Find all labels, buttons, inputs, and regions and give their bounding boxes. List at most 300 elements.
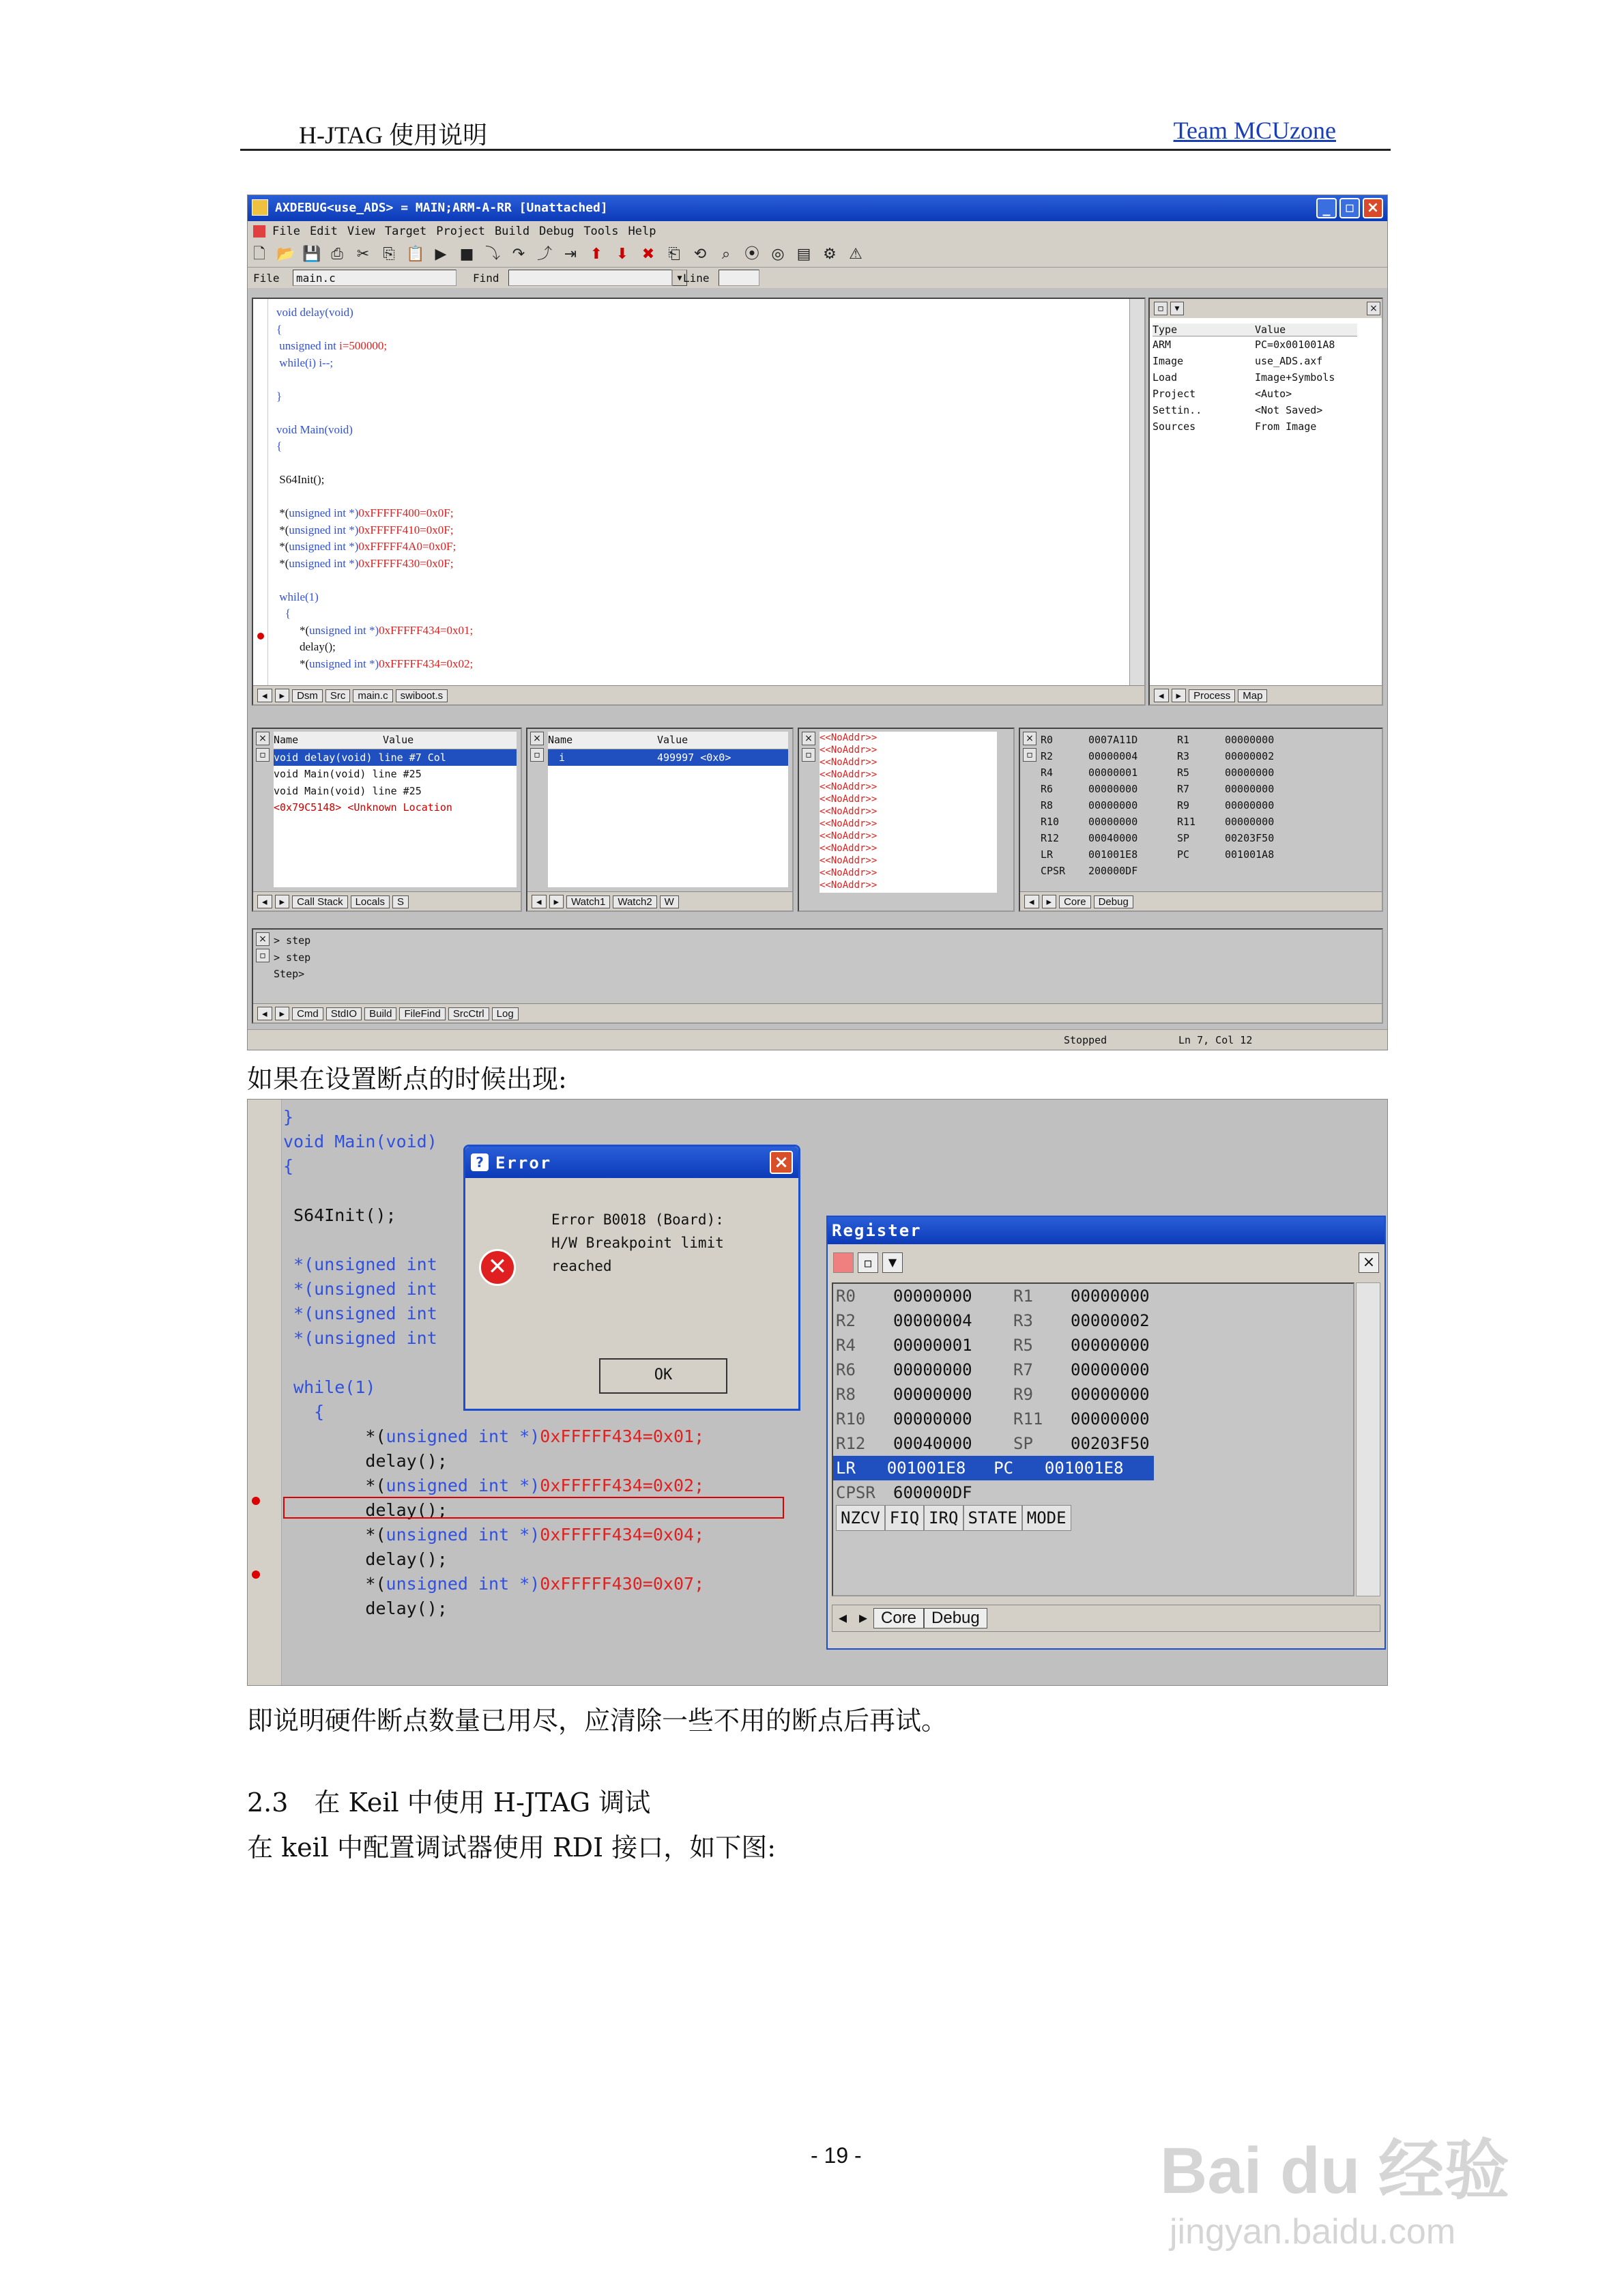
section-heading: 2.3 在 Keil 中使用 H-JTAG 调试 [247,1788,651,1818]
code-line: while(1) [283,1377,376,1397]
code-line: void Main(void) [283,1132,437,1151]
open-icon[interactable]: 📂 [276,246,295,263]
save-icon[interactable]: 💾 [302,246,321,263]
command-tabs [253,1003,1382,1022]
close-icon[interactable]: × [530,732,544,745]
status-state: Stopped [1064,1034,1107,1046]
close-icon[interactable]: × [1359,1252,1379,1273]
register-name: R3 [1177,750,1190,762]
register-name: CPSR [1041,865,1066,877]
register-row [1041,797,1361,814]
tab-watch1[interactable]: Watch1 [566,895,610,908]
register-row [833,1407,1353,1431]
tab-map[interactable]: Map [1238,689,1267,702]
register-list [1041,732,1361,887]
tree-type: ARM [1152,339,1172,351]
help-icon: ? [471,1153,489,1171]
tab-dsm[interactable]: Dsm [292,689,323,702]
register-value: 00000000 [1225,766,1275,779]
menu-item-tools[interactable]: Tools [583,225,619,238]
breakpoint-marker [257,633,264,640]
baidu-watermark [1160,2068,1542,2273]
register-name: SP [1177,832,1190,844]
tab-srcctrl[interactable]: SrcCtrl [448,1007,489,1020]
tree-type: Image [1152,355,1184,367]
caption-explanation: 即说明硬件断点数量已用尽，应清除一些不用的断点后再试。 [247,1706,948,1736]
tree-row[interactable] [1152,369,1357,386]
warning-icon[interactable]: ⚠ [849,246,862,263]
code-line: S64Init(); [276,473,325,486]
register-value: 00000000 [1088,799,1138,812]
new-file-icon[interactable]: 🗋 [253,246,265,263]
register-name: R12 [1041,832,1060,844]
register-name: R2 [1041,750,1054,762]
error-message-line: reached [551,1258,612,1274]
tab-core[interactable]: Core [1059,895,1091,908]
tab-src[interactable]: Src [325,689,351,702]
call-stack-row[interactable]: void Main(void) line #25 [274,784,422,797]
dialog-title: Error [495,1153,552,1173]
menu-item-project[interactable]: Project [436,225,485,238]
tree-row[interactable] [1152,402,1357,418]
close-icon[interactable]: × [1367,302,1380,315]
memory-row: <<NoAddr>> [820,867,878,878]
watch-panel [526,728,794,912]
float-icon[interactable]: ▫ [256,748,270,762]
code-line [276,455,473,472]
hex-value: 0xFFFFF434=0x01; [379,623,474,637]
code-line [276,489,473,506]
register-value: 200000DF [1088,865,1138,877]
flags-row [833,1505,1353,1531]
scroll-right-icon[interactable]: ▸ [275,1007,290,1020]
memory-row: <<NoAddr>> [820,843,878,854]
memory-row: <<NoAddr>> [820,732,878,743]
memory-icon[interactable]: ▤ [796,246,811,263]
delete-breakpoint-icon[interactable]: ✖ [641,246,655,263]
error-icon: ✕ [479,1249,516,1286]
menu-item-file[interactable]: File [272,225,300,238]
register-name: R11 [1177,816,1196,828]
target-tree [1152,324,1357,435]
line-label: Line [683,272,710,285]
float-icon[interactable]: ▫ [256,949,270,962]
chevron-down-icon[interactable]: ▼ [672,270,687,286]
keyword: unsigned int *) [289,523,359,536]
code-line: while(i) i--; [276,356,334,369]
code-line: { [283,1402,325,1422]
close-icon[interactable]: × [256,932,270,946]
tree-value: PC=0x001001A8 [1255,339,1335,351]
register-value [1225,863,1314,879]
register-name [1013,1480,1071,1505]
register-list [832,1282,1354,1596]
register-row [833,1358,1353,1382]
code-line: void Main(void) [276,422,353,436]
register-name: R9 [1013,1385,1033,1404]
find-field[interactable] [508,270,672,286]
register-value: 00000000 [1071,1360,1150,1379]
close-icon[interactable]: × [802,732,815,745]
register-value: 00000001 [1088,766,1138,779]
close-icon[interactable]: × [256,732,270,745]
toolbar [248,242,1388,268]
register-name: LR [836,1459,856,1478]
register-title: Register [832,1221,922,1240]
tree-row[interactable] [1152,418,1357,435]
panel-toolbar [1150,299,1383,318]
register-name: R0 [1041,734,1054,746]
keyword: unsigned int *) [289,556,359,570]
keyword: unsigned int *) [309,623,379,637]
code-line: { [283,1156,294,1176]
maximize-icon[interactable]: ▫ [1339,198,1360,218]
hex-value: 0xFFFFF410=0x0F; [358,523,454,536]
register-tabs [832,1605,1380,1632]
tree-type: Load [1152,371,1178,384]
keyword: unsigned int *) [289,506,359,519]
tab-swiboot-s[interactable]: swiboot.s [396,689,448,702]
menu-item-help[interactable]: Help [628,225,656,238]
header-rule [240,149,1391,151]
register-value: 00203F50 [1071,1434,1150,1453]
register-value: 00000002 [1225,750,1275,762]
pin-icon[interactable] [833,1252,854,1273]
menu-bar [248,221,1388,242]
code-line: *(unsigned int *)0xFFFFF434=0x01; [283,1426,705,1446]
run-to-cursor-icon[interactable]: ⇥ [564,246,577,263]
code-line: *(unsigned int [283,1254,437,1274]
register-value: 00000000 [1088,783,1138,795]
register-row [833,1284,1353,1308]
tab-filefind[interactable]: FileFind [399,1007,445,1020]
chevron-down-icon[interactable]: ▼ [882,1252,903,1273]
breakpoint-gutter[interactable] [253,299,268,685]
header-title: H-JTAG 使用说明 [299,121,488,149]
float-icon[interactable]: ▫ [802,748,815,762]
register-row [1041,830,1361,846]
keyword: unsigned int *) [386,1426,540,1446]
watch-row[interactable] [548,749,788,766]
step-out-icon[interactable]: ⤴ [536,246,552,263]
flag-label: STATE [963,1505,1022,1531]
memory-panel [798,728,1015,912]
up-arrow-icon[interactable]: ⬆ [590,246,603,263]
tab-main-c[interactable]: main.c [353,689,392,702]
register-name: R11 [1013,1409,1043,1429]
watch-icon[interactable]: ◎ [771,246,785,263]
register-row [833,1333,1353,1358]
menu-item-view[interactable]: View [347,225,375,238]
float-icon[interactable]: ▫ [858,1252,878,1273]
scroll-right-icon[interactable]: ▸ [549,895,564,908]
code-line: } [276,389,282,403]
register-name: R0 [836,1287,856,1306]
find-label: Find [473,272,499,285]
memory-row: <<NoAddr>> [820,855,878,866]
code-line: *(unsigned int *)0xFFFFF434=0x02; [276,657,474,670]
register-name: R3 [1013,1311,1033,1330]
line-field[interactable] [719,270,759,286]
code-line: *(unsigned int [283,1279,437,1299]
register-name: R4 [836,1336,856,1355]
tab-log[interactable]: Log [492,1007,519,1020]
settings-icon[interactable]: ⚙ [823,246,837,263]
code-line: delay(); [283,1598,448,1618]
stop-icon[interactable]: ■ [459,246,474,263]
register-value: 00000000 [893,1360,972,1379]
register-row [1041,781,1361,797]
hex-value: 0xFFFFF430=0x07; [540,1574,705,1594]
memory-row: <<NoAddr>> [820,769,878,780]
step-in-icon[interactable]: ⤵ [484,246,500,263]
code-line [276,405,473,422]
tree-row[interactable] [1152,353,1357,369]
code-line [276,572,473,589]
register-value: 00000000 [893,1409,972,1429]
tab-process[interactable]: Process [1189,689,1235,702]
register-name: R10 [836,1409,866,1429]
watch-list [548,732,788,887]
tab-call-stack[interactable]: Call Stack [292,895,348,908]
code-line: *(unsigned int *)0xFFFFF434=0x02; [283,1476,705,1495]
code-line: { [276,322,282,336]
tab-core[interactable]: Core [873,1608,924,1628]
breakpoint-icon[interactable]: ⦿ [744,246,759,263]
cut-icon[interactable]: ✂ [356,246,370,263]
register-name: R9 [1177,799,1190,812]
close-icon[interactable]: × [1363,198,1383,218]
tab-debug[interactable]: Debug [924,1608,987,1628]
tab-w[interactable]: W [660,895,679,908]
tab-stdio[interactable]: StdIO [326,1007,362,1020]
register-value: 00000000 [893,1385,972,1404]
tree-row[interactable] [1152,336,1357,353]
scroll-left-icon[interactable]: ◂ [1154,689,1169,702]
memory-row: <<NoAddr>> [820,831,878,842]
register-name: R1 [1177,734,1190,746]
register-value: 00000000 [1071,1336,1150,1355]
register-value: 00000001 [893,1336,972,1355]
register-name: R8 [1041,799,1054,812]
chevron-down-icon[interactable]: ▾ [1170,302,1184,315]
register-name: R7 [1013,1360,1033,1379]
close-icon[interactable]: × [770,1151,793,1174]
tree-value: <Not Saved> [1255,404,1323,416]
register-row [833,1308,1353,1333]
register-tabs [1020,891,1382,910]
memory-row: <<NoAddr>> [820,818,878,829]
register-name: R2 [836,1311,856,1330]
register-name: CPSR [836,1483,875,1502]
register-name: SP [1013,1434,1033,1453]
scroll-left-icon[interactable]: ◂ [257,895,272,908]
memory-list [820,732,997,893]
register-row [1041,863,1361,879]
register-value: 00000002 [1071,1311,1150,1330]
register-row [1041,748,1361,764]
hex-value: 0xFFFFF400=0x0F; [358,506,454,519]
column-header: Name [274,734,299,746]
hex-value: 0xFFFFF4A0=0x0F; [358,540,456,553]
register-name: R5 [1177,766,1190,779]
register-row [1041,846,1361,863]
code-line: *(unsigned int *)0xFFFFF430=0x0F; [276,556,454,570]
scroll-left-icon[interactable]: ◂ [257,689,272,702]
code-tabs [253,685,1144,704]
tree-type: Sources [1152,420,1196,433]
register-value: 001001E8 [886,1459,966,1478]
code-line: delay(); [276,640,336,653]
register-value: 00000000 [1225,783,1275,795]
watch-value: 499997 <0x0> [657,751,731,764]
tree-row[interactable] [1152,386,1357,402]
register-value: 00000000 [1225,816,1275,828]
window-title: AXDEBUG<use_ADS> = MAIN;ARM-A-RR [Unattached] [275,201,608,215]
minimize-icon[interactable]: _ [1316,198,1337,218]
menu-item-debug[interactable]: Debug [539,225,575,238]
register-value: 0007A11D [1088,734,1138,746]
register-name: R6 [836,1360,856,1379]
scroll-left-icon[interactable]: ◂ [532,895,547,908]
register-value: 00000000 [1088,816,1138,828]
register-name: R5 [1013,1336,1033,1355]
tab-locals[interactable]: Locals [351,895,390,908]
scroll-left-icon[interactable]: ◂ [1024,895,1039,908]
hex-value: 0xFFFFF430=0x0F; [358,556,454,570]
body-paragraph: 在 keil 中配置调试器使用 RDI 接口，如下图: [247,1833,777,1863]
ok-button[interactable]: OK [599,1358,727,1394]
breakpoint-highlight [283,1497,784,1519]
error-message [551,1208,724,1278]
flag-label: FIQ [885,1505,924,1531]
caption-error-intro: 如果在设置断点的时候出现: [247,1064,567,1094]
breakpoint-gutter[interactable] [248,1100,282,1686]
call-stack-list [274,732,517,887]
tree-value: Image+Symbols [1255,371,1335,384]
register-row [1041,814,1361,830]
keyword: unsigned int *) [386,1476,540,1495]
call-stack-row[interactable]: void Main(void) line #25 [274,768,422,780]
scroll-right-icon[interactable]: ▸ [1172,689,1187,702]
register-name: R6 [1041,783,1054,795]
tab-build[interactable]: Build [364,1007,396,1020]
axd-debugger-screenshot [247,195,1388,1050]
go-icon[interactable]: ▶ [435,246,447,263]
scroll-right-icon[interactable]: ▸ [275,895,290,908]
register-value: 00000004 [1088,750,1138,762]
code-line: { [276,440,282,453]
keyword: unsigned int [279,339,340,352]
register-row [833,1382,1353,1407]
register-value: 00000000 [1225,799,1275,812]
tab-cmd[interactable]: Cmd [292,1007,323,1020]
code-line: *(unsigned int *)0xFFFFF400=0x0F; [276,506,454,519]
register-value: 001001A8 [1225,848,1275,861]
watermark-url: jingyan.baidu.com [1170,2212,1456,2252]
step-icon[interactable]: ↷ [512,246,525,263]
register-name [1177,863,1225,879]
call-stack-panel [252,728,522,912]
tree-value: From Image [1255,420,1317,433]
paste-icon[interactable]: 📋 [406,246,425,263]
binoculars-icon[interactable]: ⌕ [721,246,731,263]
code-scrollbar[interactable] [1129,299,1144,685]
tab-watch2[interactable]: Watch2 [613,895,656,908]
memory-row: <<NoAddr>> [820,781,878,792]
tab-s[interactable]: S [392,895,409,908]
register-name: PC [994,1459,1014,1478]
float-icon[interactable]: ▫ [530,748,544,762]
call-stack-row[interactable]: void delay(void) line #7 Col [274,749,517,766]
reload-icon[interactable]: ⟲ [693,246,707,263]
registers-panel [1019,728,1383,912]
error-message-line: H/W Breakpoint limit [551,1235,724,1251]
register-value: 00040000 [893,1434,972,1453]
register-titlebar [828,1217,1384,1244]
keyword: unsigned int *) [289,540,359,553]
code-line: delay(); [283,1451,448,1471]
register-scrollbar[interactable] [1356,1282,1380,1596]
flag-label: MODE [1022,1505,1071,1531]
copy-icon[interactable]: ⎘ [383,246,395,263]
float-icon[interactable]: ▫ [1154,302,1168,315]
tree-value: use_ADS.axf [1255,355,1323,367]
register-name: R8 [836,1385,856,1404]
menu-item-edit[interactable]: Edit [309,225,338,238]
doc-icon [253,225,265,238]
scroll-right-icon[interactable]: ▸ [1042,895,1057,908]
register-row [833,1456,1154,1480]
float-icon[interactable]: ▫ [1023,748,1036,762]
watch-tabs [527,891,792,910]
watermark-brand: Bai du 经验 [1160,2134,1510,2207]
hex-value: 0xFFFFF434=0x02; [540,1476,705,1495]
tab-debug[interactable]: Debug [1094,895,1133,908]
keyword: unsigned int *) [386,1525,540,1545]
scroll-right-icon[interactable]: ▸ [275,689,290,702]
hex-value: 0xFFFFF434=0x04; [540,1525,705,1545]
file-field[interactable]: main.c [293,270,456,286]
code-line: delay(); [283,1500,448,1520]
call-stack-row[interactable]: <0x79C5148> <Unknown Location [274,801,452,814]
load-image-icon[interactable]: ⎗ [668,246,680,263]
header-link[interactable]: Team MCUzone [1173,117,1336,144]
hex-value: 0xFFFFF434=0x02; [379,657,474,670]
breakpoint-error-screenshot [247,1099,1388,1686]
register-row [1041,764,1361,781]
scroll-right-icon[interactable]: ▸ [858,1609,868,1627]
hex-value: i=500000; [339,339,388,352]
command-line: > step [274,951,311,964]
register-value: 00000004 [893,1311,972,1330]
print-icon[interactable]: ⎙ [331,246,343,263]
menu-item-target[interactable]: Target [384,225,427,238]
source-code-pane[interactable] [252,298,1146,706]
scroll-left-icon[interactable]: ◂ [838,1609,847,1627]
menu-item-build[interactable]: Build [494,225,530,238]
code-line: delay(); [283,1549,448,1569]
down-arrow-icon[interactable]: ⬇ [615,246,629,263]
breakpoint-marker [252,1570,260,1579]
register-value: 001001E8 [1088,848,1138,861]
file-label: File [253,272,280,285]
command-output[interactable] [274,932,310,983]
close-icon[interactable]: × [1023,732,1036,745]
register-window [826,1216,1386,1650]
memory-row: <<NoAddr>> [820,745,878,756]
scroll-left-icon[interactable]: ◂ [257,1007,272,1020]
